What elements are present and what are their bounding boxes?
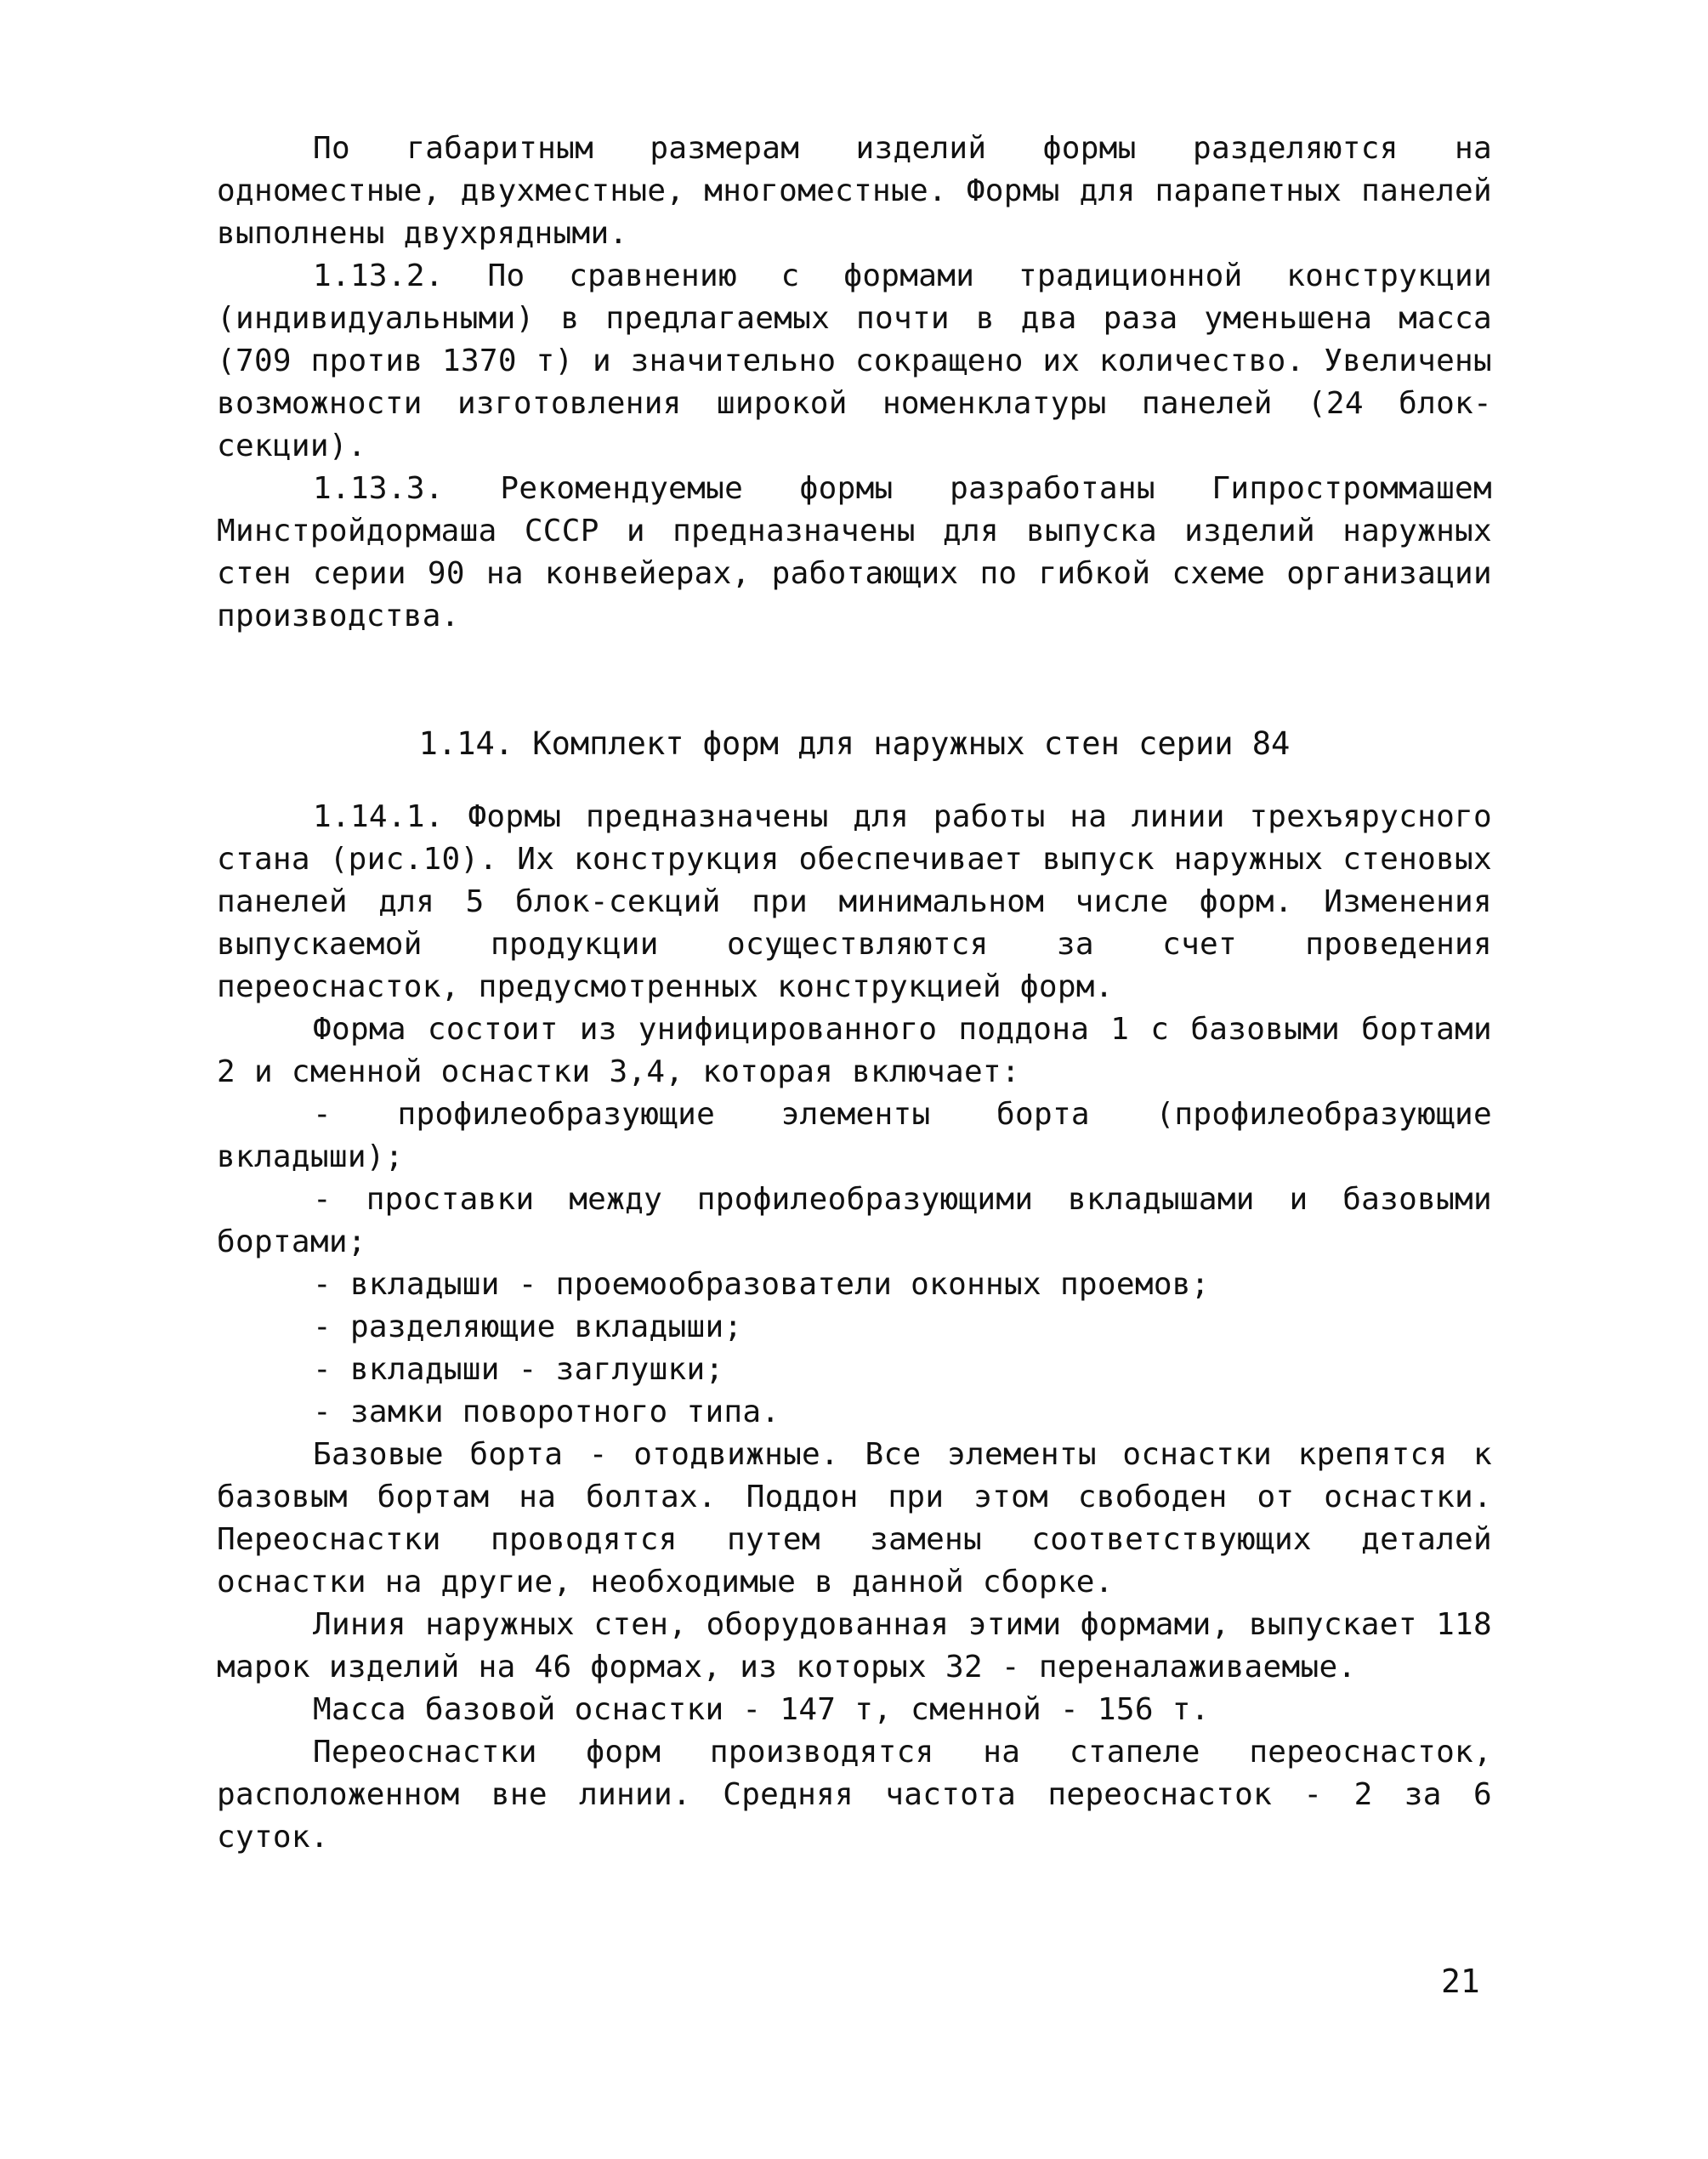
paragraph-retooling-frequency: Переоснастки форм производятся на стапеле переоснасток, расположенном вне линии. Средняя частота переоснасток - 2 за 6 суток. (217, 1735, 1492, 1855)
page-body (217, 128, 1492, 1859)
list-item-spacers: - проставки между профилеобразующими вкладышами и базовыми бортами; (217, 1182, 1492, 1259)
paragraph-1-14-1: 1.14.1. Формы предназначены для работы на линии трехъярусного стана (рис.10). Их конструкция обеспечивает выпуск наружных стеновых панелей для 5 блок-секций при минимальном числе форм. Изменения выпускаемой продукции осуществляются за счет проведения переоснасток, предусмотренных конструкцией форм. (217, 799, 1492, 1004)
heading-gap (217, 765, 1492, 796)
paragraph-1-13-2: 1.13.2. По сравнению с формами традиционной конструкции (индивидуальными) в предлагаемых почти в два раза уменьшена масса (709 против 1370 т) и значительно сокращено их количество. Увеличены возможности изготовления широкой номенклатуры панелей (24 блок-секции). (217, 259, 1492, 463)
list-item-dividing-inserts: - разделяющие вкладыши; (313, 1310, 743, 1344)
paragraph-1-13-3: 1.13.3. Рекомендуемые формы разработаны Гипростроммашем Минстройдормаша СССР и предназначены для выпуска изделий наружных стен серии 90 на конвейерах, работающих по гибкой схеме организации производства. (217, 471, 1492, 633)
paragraph-tooling-mass: Масса базовой оснастки - 147 т, сменной - 156 т. (313, 1692, 1210, 1727)
page-number: 21 (1441, 1963, 1480, 2000)
section-gap (217, 638, 1492, 723)
list-item-rotary-locks: - замки поворотного типа. (313, 1395, 780, 1429)
section-heading-1-14: 1.14. Комплект форм для наружных стен серии 84 (418, 725, 1291, 762)
list-item-window-inserts: - вкладыши - проемообразователи оконных проемов; (313, 1267, 1210, 1302)
paragraph-line-output: Линия наружных стен, оборудованная этими формами, выпускает 118 марок изделий на 46 формах, из которых 32 - переналаживаемые. (217, 1607, 1492, 1685)
paragraph-forms-classification: По габаритным размерам изделий формы разделяются на одноместные, двухместные, многоместные. Формы для парапетных панелей выполнены двухрядными. (217, 131, 1492, 251)
paragraph-form-composition: Форма состоит из унифицированного поддона 1 с базовыми бортами 2 и сменной оснастки 3,4, которая включает: (217, 1012, 1492, 1089)
paragraph-base-sides: Базовые борта - отодвижные. Все элементы оснастки крепятся к базовым бортам на болтах. Поддон при этом свободен от оснастки. Переоснастки проводятся путем замены соответствующих деталей оснастки на другие, необходимые в данной сборке. (217, 1437, 1492, 1599)
list-item-profile-elements: - профилеобразующие элементы борта (профилеобразующие вкладыши); (217, 1097, 1492, 1174)
list-item-plug-inserts: - вкладыши - заглушки; (313, 1352, 724, 1387)
